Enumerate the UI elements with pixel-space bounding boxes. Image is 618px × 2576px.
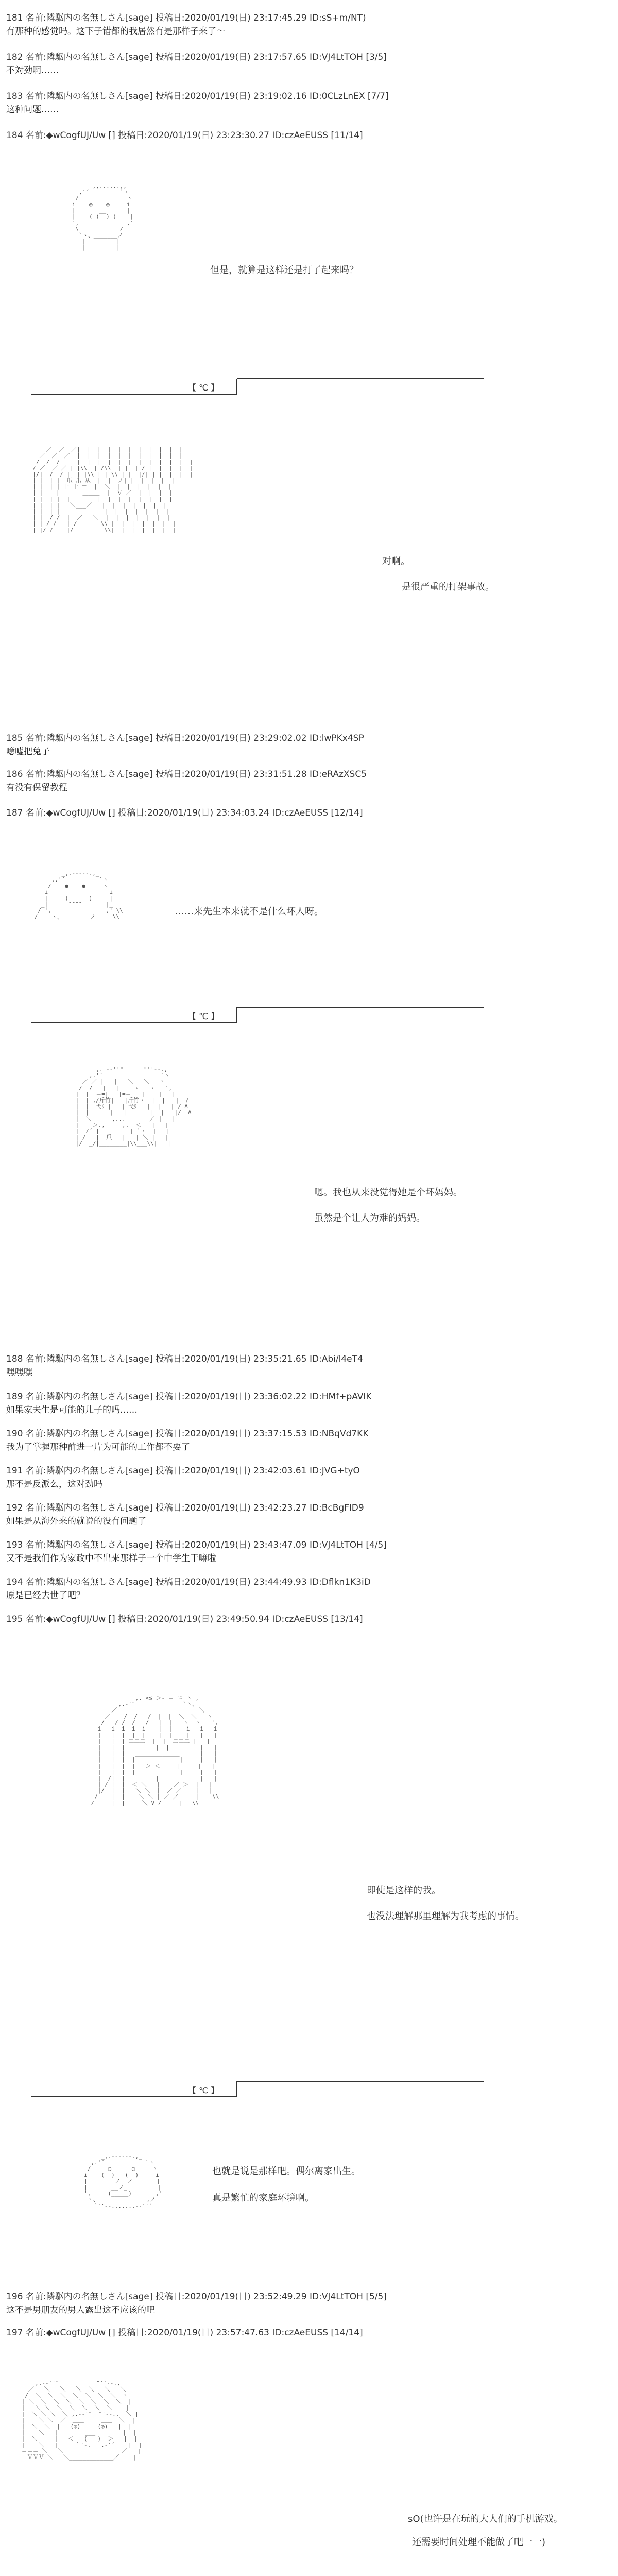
ascii-art-face: _,,......,,_ ,'´ `ヽ / ヽ i ◎ ◎ i | __ | | ( ( ) ) | ', ¯¯ ,' \ / `ヽ、_______ノ | | | | (72, 183, 134, 251)
divider (31, 1002, 484, 1028)
post-header: 195 名前:◆wCogfUJ/Uw [] 投稿日:2020/01/19(日) 23:49:50.94 ID:czAeEUSS [13/14] (6, 1614, 363, 1624)
dialogue-line: 还需要时间处理不能做了吧一一) (412, 2537, 546, 2548)
post-body: 不対劲啊…… (6, 65, 59, 76)
post-header: 191 名前:隣駆内の名無しさん[sage] 投稿日:2020/01/19(日) 23:42:03.61 ID:JVG+tyO (6, 1466, 360, 1476)
post-header: 187 名前:◆wCogfUJ/Uw [] 投稿日:2020/01/19(日) 23:34:03.24 ID:czAeEUSS [12/14] (6, 808, 363, 818)
post-header: 196 名前:隣駆内の名無しさん[sage] 投稿日:2020/01/19(日) 23:52:49.29 ID:VJ4LtTOH [5/5] (6, 2292, 387, 2302)
dialogue-line: 虽然是个让人为难的妈妈。 (314, 1213, 425, 1224)
post-header: 190 名前:隣駆内の名無しさん[sage] 投稿日:2020/01/19(日) 23:37:15.53 ID:NBqVd7KK (6, 1429, 369, 1439)
post-header: 188 名前:隣駆内の名無しさん[sage] 投稿日:2020/01/19(日) 23:35:21.65 ID:Abi/l4eT4 (6, 1354, 363, 1364)
post-body: 我为了掌握那种前进一片为可能的工作都不要了 (6, 1442, 190, 1452)
divider (31, 374, 484, 399)
post-body: 如果是从海外来的就说的没有问题了 (6, 1516, 146, 1527)
post-182 (6, 50, 609, 77)
post-header: 194 名前:隣駆内の名無しさん[sage] 投稿日:2020/01/19(日) 23:44:49.93 ID:Dflkn1K3iD (6, 1577, 371, 1587)
post-body: 原是已经去世了吧？ (6, 1590, 85, 1601)
post-184 (6, 129, 609, 142)
post-header: 183 名前:隣駆内の名無しさん[sage] 投稿日:2020/01/19(日) 23:19:02.16 ID:0CLzLnEX [7/7] (6, 91, 389, 101)
post-body: 有没有保留教程 (6, 783, 67, 793)
post-header: 193 名前:隣駆内の名無しさん[sage] 投稿日:2020/01/19(日) 23:43:47.09 ID:VJ4LtTOH [4/5] (6, 1540, 387, 1550)
post-194 (6, 1575, 609, 1602)
ascii-art-face: _,.-‐‐‐‐-.,_ ,.'´ `ヽ / ○ ○ ヽ i ( ) ( ) i | ノ ノ | | __ノ_ | ', (_____) ,' ヽ、 ,ノ `''‐-.......-‐''´ (84, 2154, 163, 2209)
post-header: 197 名前:◆wCogfUJ/Uw [] 投稿日:2020/01/19(日) 23:57:47.63 ID:czAeEUSS [14/14] (6, 2328, 363, 2338)
ascii-art-character: ,. -‐''"¨¨¨¨¨¨"''‐-., ,.'´ `ヽ ／ ／ | | ＼ ＼ ヽ / / | | ヽ ヽ ', | | ＝=| |=＝ | | | | | ,/斤竹| |斤竹ヽ | | | / | | 弋ﾘ | | 弋ﾘ | | | / A | | | | | | |/ A | ＼ _,..._ ／ | | | ＞., ,. ＜ | | | /´ | ¨¨¨¨¨ | `ヽ | | | / | 爪 | | ＼ | | |/ _/|________|\\___\\| | (75, 1066, 192, 1147)
dialogue-line: ……来先生本来就不是什么坏人呀。 (175, 906, 323, 917)
dialogue-line: 但是，就算是这样还是打了起来吗？ (210, 265, 358, 276)
post-195 (6, 1613, 609, 1626)
section-mark: 【 ℃ 】 (188, 383, 219, 393)
dialogue-line: 是很严重的打架事故。 (402, 582, 494, 592)
post-190 (6, 1427, 609, 1454)
post-body: 如果家夫生是可能的儿子的吗…… (6, 1405, 138, 1415)
divider (31, 2076, 484, 2102)
post-189 (6, 1390, 609, 1417)
dialogue-line: sO(也许是在玩的大人们的手机游戏。 (408, 2514, 563, 2524)
post-183 (6, 90, 609, 116)
post-body: 有那种的感觉吗。这下子错都的我居然有是那样子来了～ (6, 26, 225, 37)
post-196 (6, 2290, 609, 2317)
dialogue-line: 也没法理解那里理解为我考虑的事情。 (367, 1911, 524, 1922)
dialogue-line: 即使是这样的我。 (367, 1885, 441, 1896)
post-187 (6, 806, 609, 820)
dialogue-line: 对啊。 (382, 556, 410, 567)
post-header: 186 名前:隣駆内の名無しさん[sage] 投稿日:2020/01/19(日) 23:31:51.28 ID:eRAzXSC5 (6, 769, 367, 779)
section-mark: 【 ℃ 】 (188, 1011, 219, 1021)
post-header: 185 名前:隣駆内の名無しさん[sage] 投稿日:2020/01/19(日) 23:29:02.02 ID:lwPKx4SP (6, 733, 364, 743)
post-header: 182 名前:隣駆内の名無しさん[sage] 投稿日:2020/01/19(日) 23:17:57.65 ID:VJ4LtTOH [3/5] (6, 52, 387, 62)
post-181 (6, 11, 609, 38)
ascii-art-face: _,.-‐‐‐-.,_ ,.'´ `ヽ / ● ● ヽ i ____ i | ( ) | _| ¯¯¯¯ |_ / ', ,' \\ / ヽ、________ノ \\ (34, 871, 123, 920)
ascii-art-scene: ＿＿＿＿＿＿＿＿＿＿＿＿＿＿＿＿＿＿＿＿＿ ／ ／ ／| | | | | | | | | | | ／ ／ ／ | | | | | | | | | | | / / / ___|_ | | | | | | | | | | | / ／ ／ ／ | |\\ | /\\ | | | / | | | | | |/| / / | | |\\ | | \\ | | |/| | | | | | | | | | 爪 爪 从 | | ノ| | | | | | | | | | 十 十 ＝ | ＼ | | | | | | | | ｜ | ＿＿＿ | Ｖ ／ | | | | | | | | | | | | | | | | | | | | | ＼___／ | | | | | | | | | | | | | | | | | | | | / / | ／ ＼ | | | | | | | | | / / | / \\ | | | | | | | |_|/ /____|/_________\\|__|__|__|__|__|__| (32, 440, 193, 533)
dialogue-line: 也就是说是那样吧。偶尔离家出生。 (212, 2166, 360, 2177)
post-body: 那不是反派么，这对劲吗 (6, 1479, 102, 1489)
post-body: 这不是男朋友的男人露出这不应该的吧 (6, 2305, 155, 2315)
post-197 (6, 2326, 609, 2340)
post-header: 184 名前:◆wCogfUJ/Uw [] 投稿日:2020/01/19(日) 23:23:30.27 ID:czAeEUSS [11/14] (6, 130, 363, 141)
ascii-art-character: ,. <≦ ＞- ＝ ニ 丶 , ,.‐'" `丶、 ／ ＼ ／ / / / | | ＼ ＼ ヽ / / / / / | | ヽ ヽ ', i i i i i | | i i i | | | | | | | | | | | | | 二二二 | | 二二二 | | | | | | | | | | | | _____________ | | | | | | | | | | | | | ＞ ＜ | | | | | | |_____________| | | | /| | | | | | / | | ＜ ＼ | ／ ＞ | | |/ | | ＼ ＼ | ／ ／ | | / | | ＼ ＼ | ／ ／ | \\ / | |_____＼_V_/_____| \\ (91, 1695, 219, 1806)
post-body: 嘿嘿嘿 (6, 1367, 32, 1378)
post-body: 又不是我们作为家政中不出来那样子一个中学生干嘛啦 (6, 1553, 216, 1564)
post-header: 189 名前:隣駆内の名無しさん[sage] 投稿日:2020/01/19(日) 23:36:02.22 ID:HMf+pAVIK (6, 1392, 372, 1402)
post-188 (6, 1352, 609, 1379)
post-body: 这种问题…… (6, 105, 59, 115)
ascii-art-character: ,.-‐''"¨¨¨¨¨¨¨¨¨¨¨"''‐-., ／ ＼ ＼ ＼ ＼ ＼ ＼ / ＼ ＼ ＼ ＼ ＼ ＼ ＼ ヽ | ＼ ＼ ＼ ＼ ＼ ＼ ＼ ＼ | | ＼ ＼ ＼ ＼ ＼ ＼ ＼ | | ＼ ＼ ＼ ＼ ,.-‐'"¨¨"'‐-., ＼ | | ＼ ＼ ／ ＿＿ ＿＿ ＼ | | ＼ ＼ | (◎) (◎) | | | ＼ | ___ | | | ＼ | ＜ ( ) ＞ | | | ＼ | ｀'-.___.-'´ | | ＝＝＝ ＼ ＼ ／ | ＝ＶＶＶ ＼ ＼_____________／ | (21, 2380, 142, 2461)
post-193 (6, 1538, 609, 1565)
post-192 (6, 1501, 609, 1528)
post-header: 181 名前:隣駆内の名無しさん[sage] 投稿日:2020/01/19(日) 23:17:45.29 ID:sS+m/NT) (6, 13, 366, 23)
post-header: 192 名前:隣駆内の名無しさん[sage] 投稿日:2020/01/19(日) 23:42:23.27 ID:BcBgFlD9 (6, 1503, 364, 1513)
post-186 (6, 768, 609, 794)
dialogue-line: 真是繁忙的家庭环境啊。 (212, 2193, 314, 2204)
post-body: 噫嘘把兔子 (6, 747, 50, 757)
post-191 (6, 1464, 609, 1491)
dialogue-line: 嗯。我也从来没觉得她是个坏妈妈。 (314, 1187, 462, 1198)
section-mark: 【 ℃ 】 (188, 2086, 219, 2095)
post-185 (6, 732, 609, 758)
